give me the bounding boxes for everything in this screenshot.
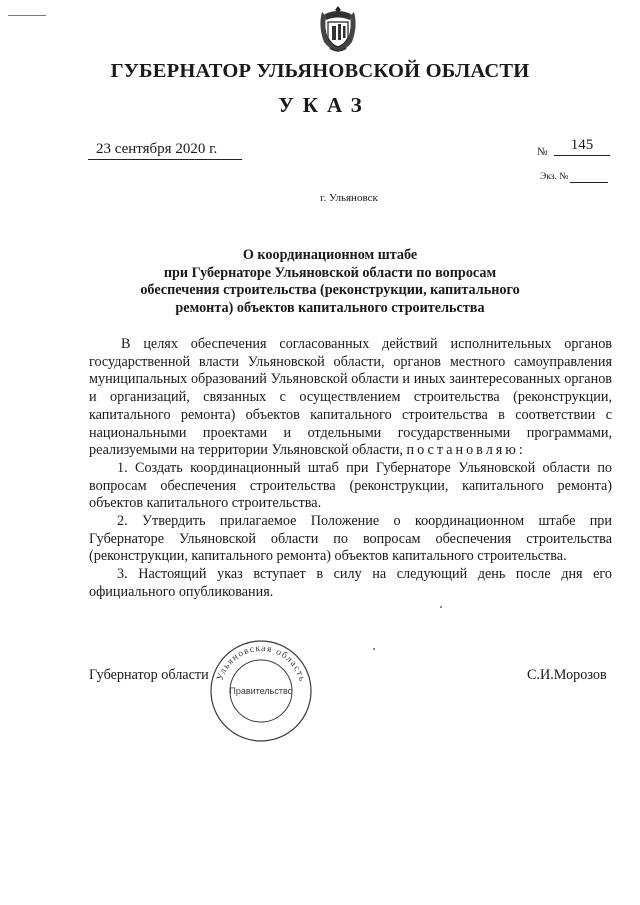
subject-line: О координационном штабе bbox=[242, 247, 418, 263]
copy-number-line bbox=[570, 182, 608, 183]
scan-speck bbox=[373, 648, 375, 650]
copy-number-label: Экз. № bbox=[540, 172, 569, 182]
document-number: 145 bbox=[554, 137, 610, 156]
signatory-name: С.И.Морозов bbox=[527, 667, 607, 683]
list-item: 3. Настоящий указ вступает в силу на следующий день после дня его официального опубликования. bbox=[89, 566, 612, 600]
coat-of-arms-emblem bbox=[316, 4, 360, 54]
decree-word: постановляю: bbox=[406, 442, 526, 459]
intro-paragraph bbox=[89, 336, 612, 460]
corner-mark bbox=[8, 15, 46, 16]
document-date: 23 сентября 2020 г. bbox=[88, 141, 242, 160]
org-title: ГУБЕРНАТОР УЛЬЯНОВСКОЙ ОБЛАСТИ bbox=[110, 60, 530, 82]
document-type: УКАЗ bbox=[278, 93, 371, 117]
official-stamp bbox=[208, 638, 314, 744]
number-label: № bbox=[537, 146, 548, 158]
signatory-title: Губернатор области bbox=[89, 667, 209, 683]
city: г. Ульяновск bbox=[320, 192, 378, 204]
document-subject bbox=[120, 247, 540, 318]
stamp-center-text: Правительство bbox=[229, 686, 293, 696]
document-body bbox=[89, 336, 612, 602]
list-item: 2. Утвердить прилагаемое Положение о координационном штабе при Губернаторе Ульяновской области по вопросам обеспечения строительства (реконструкции, капитального ремонта) объектов капитального строительства. bbox=[89, 513, 612, 565]
stamp-ring-text: Ульяновская область bbox=[215, 643, 307, 684]
scan-speck bbox=[440, 606, 442, 608]
subject-line: ремонта) объектов капитального строительства bbox=[175, 300, 485, 317]
svg-text:Ульяновская область bbox=[216, 644, 307, 684]
list-item: 1. Создать координационный штаб при Губернаторе Ульяновской области по вопросам обеспечения строительства (реконструкции, капитального ремонта) объектов капитального строительства. bbox=[89, 459, 612, 512]
intro-text: В целях обеспечения согласованных действий исполнительных органов государственной власти Ульяновской области, органов местного самоуправления муниципальных образований Ульяновской области и иных заинтересованных органов и организаций, связанных с осуществлением строительства (реконструкции, капитального ремонта) объектов капитального строительства в соответствии с национальными проектами и отдельными государственными программами, реализуемыми на территории Ульяновской области, bbox=[89, 336, 612, 459]
subject-line: обеспечения строительства (реконструкции, капитального bbox=[140, 282, 520, 299]
subject-line: при Губернаторе Ульяновской области по вопросам bbox=[163, 264, 497, 281]
